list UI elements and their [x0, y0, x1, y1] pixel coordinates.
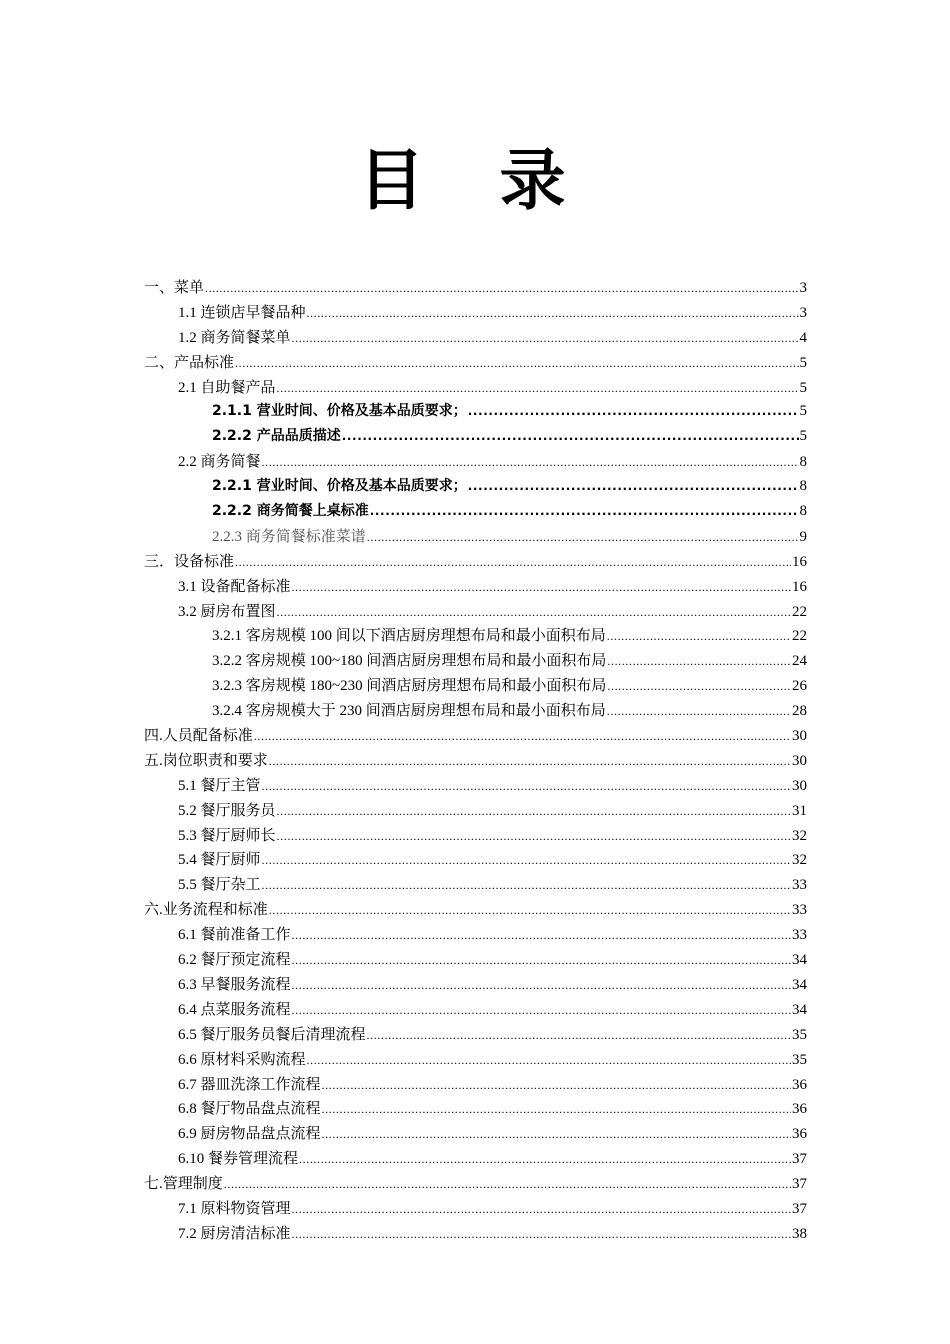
toc-entry[interactable] [144, 400, 807, 425]
toc-entry-label: 5.3 餐厅厨师长 [178, 827, 276, 844]
toc-entry-label: 三．设备标准 [144, 553, 235, 570]
toc-dot-leader [262, 878, 791, 893]
toc-entry[interactable] [144, 649, 807, 674]
toc-entry[interactable] [144, 351, 807, 376]
toc-entry-label: 五.岗位职责和要求 [144, 752, 268, 769]
toc-entry[interactable] [144, 1048, 807, 1073]
toc-entry-page-number: 32 [792, 827, 807, 844]
toc-dot-leader [607, 654, 791, 669]
toc-entry[interactable] [144, 699, 807, 724]
toc-entry-page-number: 34 [792, 1001, 807, 1018]
toc-entry-page-number: 36 [792, 1101, 807, 1118]
toc-entry[interactable] [144, 1122, 807, 1147]
toc-dot-leader [262, 779, 791, 794]
toc-entry-label: 5.1 餐厅主管 [178, 777, 261, 794]
toc-entry-label: 六.业务流程和标准 [144, 902, 268, 919]
toc-dot-leader [254, 729, 791, 744]
toc-entry[interactable] [144, 301, 807, 326]
toc-entry-label: 3.2.1 客房规模 100 间以下酒店厨房理想布局和最小面积布局 [212, 628, 606, 645]
toc-dot-leader [307, 306, 799, 321]
toc-entry-label: 3.1 设备配备标准 [178, 578, 291, 595]
toc-entry-label: 四.人员配备标准 [144, 728, 253, 745]
toc-entry[interactable] [144, 674, 807, 699]
toc-entry-page-number: 9 [799, 528, 807, 545]
toc-dot-leader [269, 754, 791, 769]
toc-entry-label: 1.2 商务简餐菜单 [178, 329, 291, 346]
toc-entry-page-number: 26 [792, 678, 807, 695]
toc-entry-page-number: 30 [792, 777, 807, 794]
toc-entry[interactable] [144, 1172, 807, 1197]
toc-entry[interactable] [144, 1097, 807, 1122]
toc-entry[interactable] [144, 799, 807, 824]
toc-entry-page-number: 8 [799, 478, 807, 495]
toc-entry-page-number: 28 [792, 703, 807, 720]
toc-dot-leader [292, 580, 791, 595]
toc-dot-leader [292, 1202, 791, 1217]
toc-entry[interactable] [144, 1073, 807, 1098]
toc-dot-leader [322, 1102, 791, 1117]
toc-entry-page-number: 33 [792, 877, 807, 894]
toc-entry-label: 6.4 点菜服务流程 [178, 1001, 291, 1018]
toc-entry-page-number: 37 [792, 1151, 807, 1168]
toc-entry-page-number: 36 [792, 1076, 807, 1093]
toc-entry-label: 5.4 餐厅厨师 [178, 852, 261, 869]
toc-entry-label: 6.1 餐前准备工作 [178, 927, 291, 944]
toc-entry-label: 3.2.2 客房规模 100~180 间酒店厨房理想布局和最小面积布局 [212, 653, 607, 670]
toc-entry-page-number: 16 [792, 553, 807, 570]
toc-entry-label: 2.2.2 产品品质描述 [212, 428, 341, 445]
toc-entry-label: 6.9 厨房物品盘点流程 [178, 1126, 321, 1143]
toc-dot-leader [269, 903, 791, 918]
toc-entry[interactable] [144, 376, 807, 401]
toc-entry[interactable] [144, 923, 807, 948]
toc-entry-page-number: 38 [792, 1225, 807, 1242]
toc-dot-leader [292, 978, 791, 993]
toc-dot-leader [607, 629, 791, 644]
toc-entry[interactable] [144, 500, 807, 525]
toc-entry-label: 6.8 餐厅物品盘点流程 [178, 1101, 321, 1118]
toc-entry-label: 七.管理制度 [144, 1176, 223, 1193]
toc-entry[interactable] [144, 1147, 807, 1172]
toc-entry-page-number: 37 [792, 1200, 807, 1217]
toc-entry-label: 3.2.4 客房规模大于 230 间酒店厨房理想布局和最小面积布局 [212, 703, 606, 720]
toc-entry[interactable] [144, 998, 807, 1023]
toc-dot-leader [235, 555, 791, 570]
toc-entry-label: 2.1 自助餐产品 [178, 379, 276, 396]
toc-dot-leader [342, 429, 799, 443]
toc-entry[interactable] [144, 848, 807, 873]
toc-dot-leader [224, 1177, 791, 1192]
toc-entry[interactable] [144, 326, 807, 351]
toc-dot-leader [292, 953, 791, 968]
toc-entry[interactable] [144, 276, 807, 301]
toc-entry[interactable] [144, 1023, 807, 1048]
toc-entry-label: 6.5 餐厅服务员餐后清理流程 [178, 1026, 366, 1043]
toc-dot-leader [370, 504, 799, 518]
toc-entry[interactable] [144, 724, 807, 749]
page-title: 目 录 [358, 141, 592, 219]
toc-entry-label: 3.2 厨房布置图 [178, 603, 276, 620]
toc-entry-label: 6.6 原材料采购流程 [178, 1051, 306, 1068]
toc-entry-label: 5.2 餐厅服务员 [178, 802, 276, 819]
toc-dot-leader [277, 829, 791, 844]
toc-entry[interactable] [144, 873, 807, 898]
toc-entry[interactable] [144, 774, 807, 799]
toc-dot-leader [292, 1227, 791, 1242]
toc-dot-leader [262, 853, 791, 868]
toc-entry[interactable] [144, 973, 807, 998]
toc-entry[interactable] [144, 898, 807, 923]
toc-dot-leader [277, 804, 791, 819]
toc-dot-leader [468, 404, 799, 418]
toc-entry-page-number: 5 [799, 403, 807, 420]
toc-entry-page-number: 32 [792, 852, 807, 869]
toc-entry-page-number: 35 [792, 1051, 807, 1068]
toc-dot-leader [205, 281, 798, 296]
toc-entry-page-number: 5 [799, 354, 807, 371]
toc-entry-page-number: 33 [792, 902, 807, 919]
toc-entry-label: 一、菜单 [144, 280, 205, 296]
toc-dot-leader [367, 530, 799, 545]
toc-entry-page-number: 34 [792, 976, 807, 993]
toc-entry-page-number: 5 [799, 428, 807, 445]
toc-entry-page-number: 3 [799, 280, 807, 296]
toc-entry[interactable] [144, 525, 807, 550]
toc-entry-page-number: 8 [799, 503, 807, 520]
toc-entry-page-number: 16 [792, 578, 807, 595]
toc-entry-page-number: 30 [792, 752, 807, 769]
toc-entry[interactable] [144, 749, 807, 774]
toc-entry-label: 2.1.1 营业时间、价格及基本品质要求； [212, 403, 467, 420]
toc-entry-page-number: 24 [792, 653, 807, 670]
toc-entry[interactable] [144, 600, 807, 625]
toc-entry-label: 6.7 器皿洗涤工作流程 [178, 1076, 321, 1093]
toc-entry-label: 二、产品标准 [144, 354, 235, 371]
toc-entry-label: 5.5 餐厅杂工 [178, 877, 261, 894]
toc-entry-label: 2.2.1 营业时间、价格及基本品质要求； [212, 478, 467, 495]
toc-entry[interactable] [144, 475, 807, 500]
toc-entry-label: 3.2.3 客房规模 180~230 间酒店厨房理想布局和最小面积布局 [212, 678, 607, 695]
toc-entry-page-number: 36 [792, 1126, 807, 1143]
toc-entry-label: 7.1 原料物资管理 [178, 1200, 291, 1217]
toc-entry-page-number: 37 [792, 1176, 807, 1193]
toc-entry-page-number: 33 [792, 927, 807, 944]
toc-entry[interactable] [144, 948, 807, 973]
toc-entry[interactable] [144, 824, 807, 849]
toc-dot-leader [367, 1028, 791, 1043]
toc-dot-leader [299, 1152, 791, 1167]
toc-entry-page-number: 34 [792, 952, 807, 969]
toc-dot-leader [235, 356, 798, 371]
toc-entry[interactable] [144, 450, 807, 475]
toc-entry-label: 6.2 餐厅预定流程 [178, 952, 291, 969]
toc-entry-page-number: 4 [799, 329, 807, 346]
toc-dot-leader [607, 704, 791, 719]
toc-entry-label: 7.2 厨房清洁标准 [178, 1225, 291, 1242]
toc-entry-label: 1.1 连锁店早餐品种 [178, 304, 306, 321]
toc-entry-page-number: 22 [792, 628, 807, 645]
toc-dot-leader [322, 1078, 791, 1093]
toc-entry-label: 2.2.3 商务简餐标准菜谱 [212, 528, 366, 545]
toc-entry[interactable] [144, 1197, 807, 1222]
toc-entry[interactable] [144, 425, 807, 450]
toc-entry[interactable] [144, 1222, 807, 1247]
toc-entry-label: 2.2.2 商务简餐上桌标准 [212, 503, 369, 520]
toc-dot-leader [322, 1127, 791, 1142]
toc-entry-label: 2.2 商务简餐 [178, 454, 261, 471]
toc-entry-page-number: 35 [792, 1026, 807, 1043]
toc-entry-label: 6.3 早餐服务流程 [178, 976, 291, 993]
table-of-contents [144, 276, 807, 1247]
toc-dot-leader [468, 479, 799, 493]
toc-dot-leader [262, 455, 799, 470]
toc-entry-page-number: 30 [792, 728, 807, 745]
toc-dot-leader [292, 1003, 791, 1018]
toc-entry-label: 6.10 餐券管理流程 [178, 1151, 299, 1168]
toc-dot-leader [292, 331, 799, 346]
toc-dot-leader [277, 605, 791, 620]
toc-entry[interactable] [144, 550, 807, 575]
toc-entry[interactable] [144, 624, 807, 649]
toc-dot-leader [307, 1053, 791, 1068]
toc-entry[interactable] [144, 575, 807, 600]
toc-entry-page-number: 5 [799, 379, 807, 396]
toc-entry-page-number: 22 [792, 603, 807, 620]
toc-dot-leader [607, 679, 791, 694]
toc-entry-page-number: 8 [799, 454, 807, 471]
toc-entry-page-number: 3 [799, 304, 807, 321]
toc-entry-page-number: 31 [792, 802, 807, 819]
toc-dot-leader [277, 381, 799, 396]
toc-dot-leader [292, 928, 791, 943]
